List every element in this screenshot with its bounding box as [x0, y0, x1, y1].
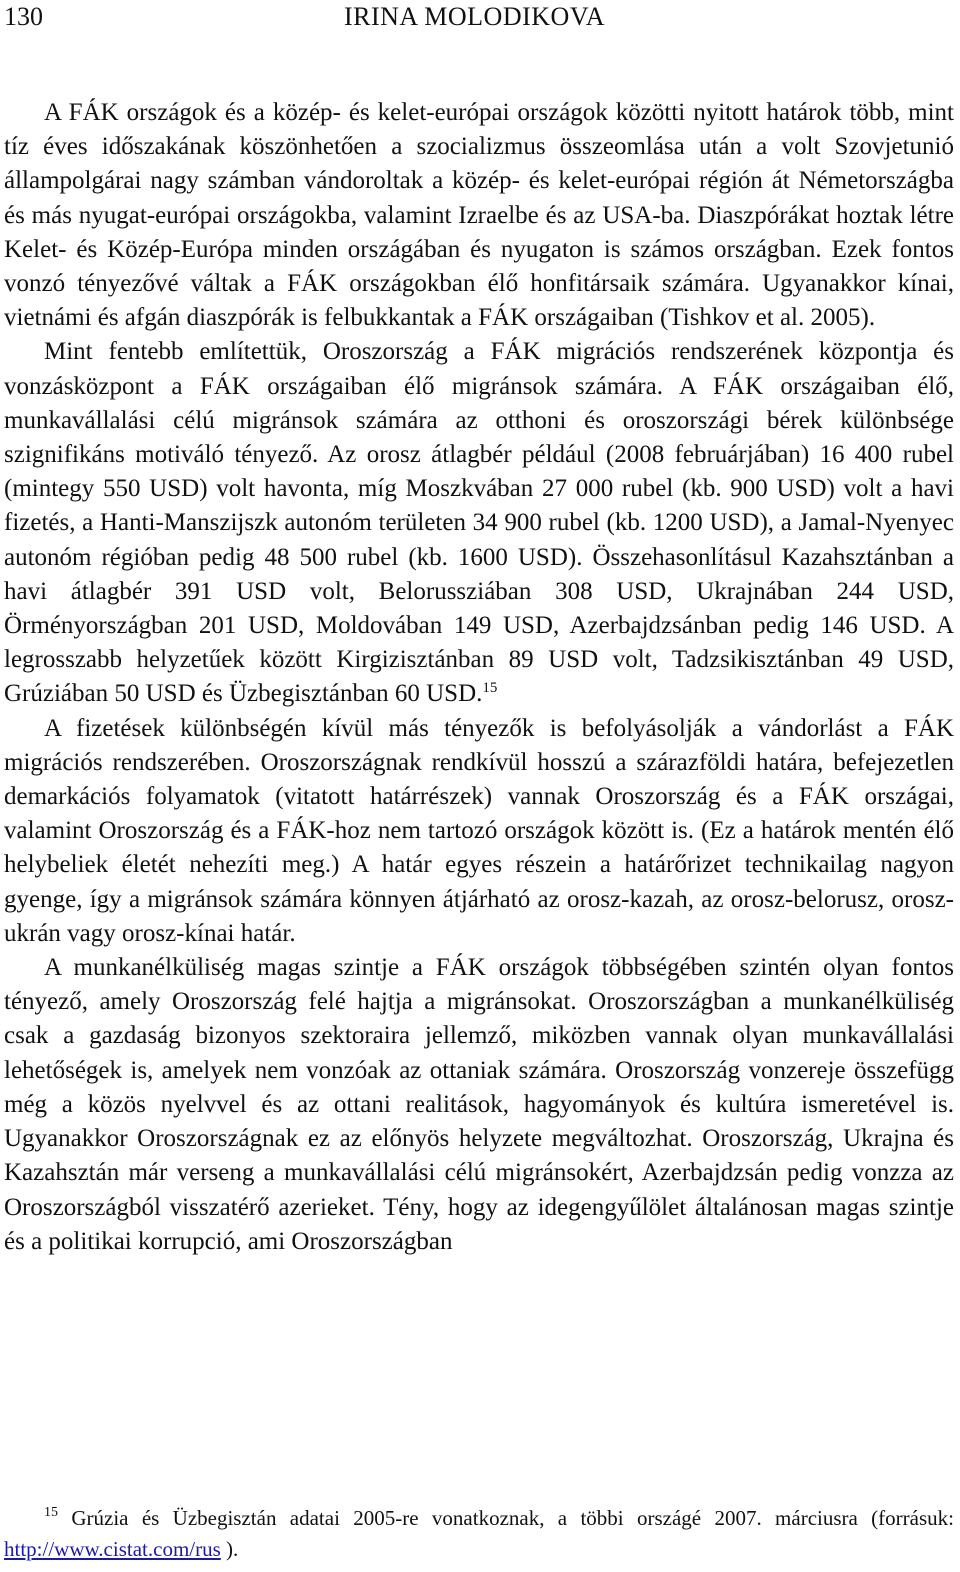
- footnote-source-link[interactable]: http://www.cistat.com/rus: [4, 1537, 221, 1561]
- paragraph-3-text: A fizetések különbségén kívül más tényezők is befolyásolják a vándorlást a FÁK migrációs rendszerében. Oroszországnak rendkívül hosszú a szárazföldi határa, befejezetlen demarkációs folyamatok (vitatott határrészek) vannak Oroszország és a FÁK országai, valamint Oroszország és a FÁK-hoz nem tartozó országok között is. (Ez a határok mentén élő helybeliek életét nehezíti meg.) A határ egyes részein a határőrizet technikailag nagyon gyenge, így a migránsok számára könnyen átjárható az orosz-kazah, az orosz-belorusz, orosz-ukrán vagy orosz-kínai határ.: [4, 714, 954, 947]
- paragraph-4: [4, 951, 954, 1259]
- paragraph-1-text: A FÁK országok és a közép- és kelet-európai országok közötti nyitott határok több, mint tíz éves időszakának köszönhetően a szocializmus összeomlása után a volt Szovjetunió állampolgárai nagy számban vándoroltak a közép- és kelet-európai régión át Németországba és más nyugat-európai országokba, valamint Izraelbe és az USA-ba. Diaszpórákat hoztak létre Kelet- és Közép-Európa minden országában és nyugaton is számos országban. Ezek fontos vonzó tényezővé váltak a FÁK országokban élő honfitársaik számára. Ugyanakkor kínai, vietnámi és afgán diaszpórák is felbukkantak a FÁK országaiban (Tishkov et al. 2005).: [4, 99, 954, 332]
- page-header: [4, 0, 954, 34]
- footnote-reference[interactable]: 15: [482, 680, 498, 697]
- paragraph-1: [4, 96, 954, 335]
- body-text: [4, 96, 954, 1259]
- footnote-closing: ).: [226, 1537, 239, 1561]
- paragraph-4-text: A munkanélküliség magas szintje a FÁK országok többségében szintén olyan fontos tényező, amely Oroszország felé hajtja a migránsokat. Oroszországban a munkanélküliség csak a gazdaság bizonyos szektoraira jellemző, miközben vannak olyan munkavállalási lehetőségek is, amelyek nem vonzóak az ottaniak számára. Oroszország vonzereje összefügg még a közös nyelvvel és az ottani realitások, hagyományok és kultúra ismeretével is. Ugyanakkor Oroszországnak ez az előnyös helyzete megváltozhat. Oroszország, Ukrajna és Kazahsztán már verseng a munkavállalási célú migránsokért, Azerbajdzsán pedig vonzza az Oroszországból visszatérő azerieket. Tény, hogy az idegengyűlölet általánosan magas szintje és a politikai korrupció, ami Oroszországban: [4, 954, 954, 1255]
- footnote-text: Grúzia és Üzbegisztán adatai 2005-re vonatkoznak, a többi országé 2007. márciusra (forrásuk:: [71, 1506, 954, 1530]
- footnote: [4, 1503, 954, 1565]
- footnote-paragraph: [4, 1503, 954, 1565]
- page-number: 130: [4, 2, 43, 31]
- paragraph-2-text: Mint fentebb említettük, Oroszország a FÁK migrációs rendszerének központja és vonzásközpont a FÁK országaiban élő migránsok számára. A FÁK országaiban élő, munkavállalási célú migránsok számára az otthoni és oroszországi bérek különbsége szignifikáns motiváló tényező. Az orosz átlagbér például (2008 februárjában) 16 400 rubel (mintegy 550 USD) volt havonta, míg Moszkvában 27 000 rubel (kb. 900 USD) volt a havi fizetés, a Hanti-Manszijszk autonóm területen 34 900 rubel (kb. 1200 USD), a Jamal-Nyenyec autonóm régióban pedig 48 500 rubel (kb. 1600 USD). Összehasonlításul Kazahsztánban a havi átlagbér 391 USD volt, Belorussziában 308 USD, Ukrajnában 244 USD, Örményországban 201 USD, Moldovában 149 USD, Azerbajdzsánban pedig 146 USD. A legrosszabb helyzetűek között Kirgizisztánban 89 USD volt, Tadzsikisztánban 49 USD, Grúziában 50 USD és Üzbegisztánban 60 USD.: [4, 338, 954, 708]
- running-header-author: IRINA MOLODIKOVA: [344, 2, 606, 31]
- paragraph-3: [4, 712, 954, 951]
- paragraph-2: [4, 335, 954, 711]
- footnote-number: 15: [44, 1505, 58, 1520]
